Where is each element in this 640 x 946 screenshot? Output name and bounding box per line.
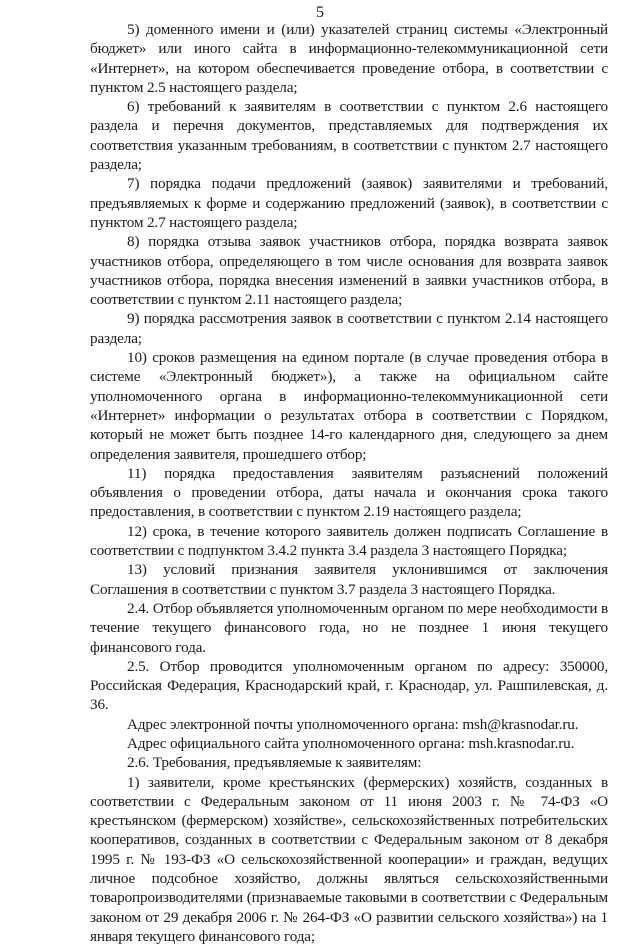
- paragraph-website: Адрес официального сайта уполномоченного органа: msh.krasnodar.ru.: [127, 734, 575, 752]
- paragraph-item-9: 9) порядка рассмотрения заявок в соответствии с пунктом 2.14 настоящего раздела;: [90, 310, 608, 347]
- paragraph-item-6: 6) требований к заявителям в соответствии с пунктом 2.6 настоящего раздела и перечня документов, представляемых для подтверждения их соответствия указанным требованиям, в соответствии с пунктом 2.7 настоящего раздела;: [90, 98, 608, 174]
- paragraph-requirement-1: 1) заявители, кроме крестьянских (фермерских) хозяйств, созданных в соответствии с Федеральным законом от 11 июня 2003 г. № 74-ФЗ «О крестьянском (фермерском) хозяйстве», сельскохозяйственных потребительских кооперативов, созданных в соответствии с Федеральным законом от 8 декабря 1995 г. № 193-ФЗ «О сельскохозяйственной кооперации» и граждан, ведущих личное подсобное хозяйство, должны являться сельскохозяйственными товаропроизводителями (признаваемые таковыми в соответствии с Федеральным законом от 29 декабря 2006 г. № 264-ФЗ «О развитии сельского хозяйства») на 1 января текущего финансового года;: [90, 773, 608, 945]
- paragraph-item-13: 13) условий признания заявителя уклонившимся от заключения Соглашения в соответствии с пунктом 3.7 раздела 3 настоящего Порядка.: [90, 561, 608, 598]
- document-body: [90, 20, 608, 946]
- paragraph-item-11: 11) порядка предоставления заявителям разъяснений положений объявления о проведении отбора, даты начала и окончания срока такого предоставления, в соответствии с пунктом 2.19 настоящего раздела;: [90, 464, 608, 521]
- paragraph-clause-2-4: 2.4. Отбор объявляется уполномоченным органом по мере необходимости в течение текущего финансового года, но не позднее 1 июня текущего финансового года.: [90, 599, 608, 656]
- paragraph-item-5: 5) доменного имени и (или) указателей страниц системы «Электронный бюджет» или иного сайта в информационно-телекоммуникационной сети «Интернет», на котором обеспечивается проведение отбора, в соответствии с пунктом 2.5 настоящего раздела;: [90, 21, 608, 96]
- paragraph-item-7: 7) порядка подачи предложений (заявок) заявителями и требований, предъявляемых к форме и содержанию предложений (заявок), в соответствии с пунктом 2.7 настоящего раздела;: [90, 175, 608, 231]
- paragraph-clause-2-5: 2.5. Отбор проводится уполномоченным органом по адресу: 350000, Российская Федерация, Краснодарский край, г. Краснодар, ул. Рашпилевская, д. 36.: [90, 657, 608, 714]
- paragraph-clause-2-6: 2.6. Требования, предъявляемые к заявителям:: [127, 754, 422, 772]
- paragraph-email: Адрес электронной почты уполномоченного органа: msh@krasnodar.ru.: [127, 715, 579, 733]
- paragraph-item-12: 12) срока, в течение которого заявитель должен подписать Соглашение в соответствии с подпунктом 3.4.2 пункта 3.4 раздела 3 настоящего Порядка;: [90, 522, 608, 560]
- paragraph-item-10: 10) сроков размещения на едином портале (в случае проведения отбора в системе «Электронный бюджет»), а также на официальном сайте уполномоченного органа в информационно-телекоммуникационной сети «Интернет» информации о результатах отбора в соответствии с Порядком, который не может быть позднее 14-го календарного дня, следующего за днем определения заявителя, прошедшего отбор;: [90, 349, 608, 463]
- page-number: 5: [316, 4, 324, 21]
- paragraph-item-8: 8) порядка отзыва заявок участников отбора, порядка возврата заявок участников отбора, определяющего в том числе основания для возврата заявок участников отбора, порядка внесения изменений в заявки участников отбора, в соответствии с пунктом 2.11 настоящего раздела;: [90, 233, 608, 309]
